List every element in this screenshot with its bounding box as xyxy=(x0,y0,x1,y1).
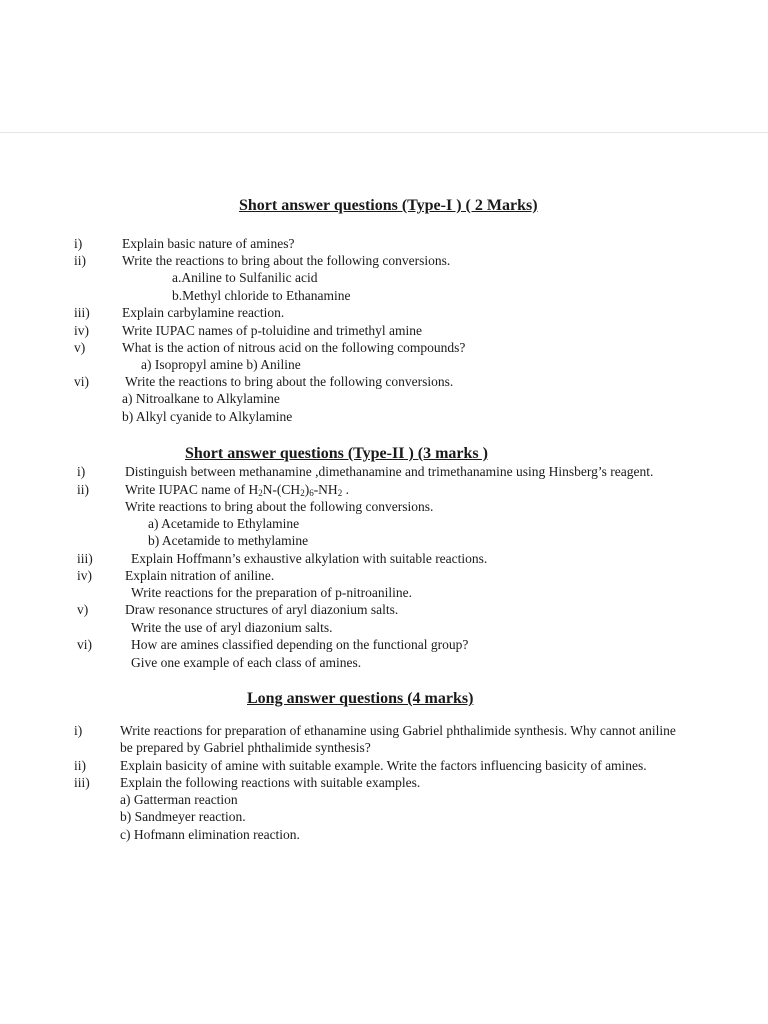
question-number: i) xyxy=(74,723,83,738)
question-number: v) xyxy=(74,340,86,355)
question-subitem: a) Nitroalkane to Alkylamine xyxy=(122,391,280,406)
question-text: Write the use of aryl diazonium salts. xyxy=(131,620,333,635)
top-bar xyxy=(0,0,768,133)
question-subitem: c) Hofmann elimination reaction. xyxy=(120,827,300,842)
question-subitem: b) Sandmeyer reaction. xyxy=(120,809,246,824)
question-text: What is the action of nitrous acid on the following compounds? xyxy=(122,340,466,355)
question-text: Explain basic nature of amines? xyxy=(122,236,295,251)
question-number: iii) xyxy=(77,551,93,566)
question-text: Explain basicity of amine with suitable example. Write the factors influencing basicity of amines. xyxy=(120,758,647,773)
question-subitem: a) Isopropyl amine b) Aniline xyxy=(141,357,301,372)
question-number: i) xyxy=(74,236,83,251)
section-heading-type-1: Short answer questions (Type-I ) ( 2 Marks) xyxy=(239,197,538,214)
section-heading-long: Long answer questions (4 marks) xyxy=(247,690,474,707)
question-number: iii) xyxy=(74,305,90,320)
question-subitem: b) Acetamide to methylamine xyxy=(148,533,309,548)
question-number: iv) xyxy=(77,568,92,583)
question-text: Explain the following reactions with suitable examples. xyxy=(120,775,421,790)
question-text: How are amines classified depending on the functional group? xyxy=(131,637,469,652)
question-text: Distinguish between methanamine ,dimethanamine and trimethanamine using Hinsberg’s reagent. xyxy=(125,464,654,479)
question-number: ii) xyxy=(77,482,89,497)
question-number: i) xyxy=(77,464,86,479)
question-text-formula: Write IUPAC name of $H_2N-(CH_2)_6-NH_2$ . xyxy=(125,482,349,498)
question-subitem: b) Alkyl cyanide to Alkylamine xyxy=(122,409,293,424)
question-text: Give one example of each class of amines. xyxy=(131,655,362,670)
question-text: Write IUPAC names of p-toluidine and trimethyl amine xyxy=(122,323,423,338)
question-subitem: a.Aniline to Sulfanilic acid xyxy=(172,270,318,285)
question-text: Explain Hoffmann’s exhaustive alkylation with suitable reactions. xyxy=(131,551,488,566)
question-subitem: a) Acetamide to Ethylamine xyxy=(148,516,300,531)
question-number: ii) xyxy=(74,758,86,773)
question-text: be prepared by Gabriel phthalimide synthesis? xyxy=(120,740,371,755)
question-text: Explain nitration of aniline. xyxy=(125,568,275,583)
question-text: Write the reactions to bring about the following conversions. xyxy=(122,253,451,268)
question-text: Write reactions to bring about the following conversions. xyxy=(125,499,434,514)
question-number: vi) xyxy=(74,374,89,389)
question-subitem: b.Methyl chloride to Ethanamine xyxy=(172,288,351,303)
question-number: ii) xyxy=(74,253,86,268)
question-number: v) xyxy=(77,602,89,617)
section-heading-type-2: Short answer questions (Type-II ) (3 marks ) xyxy=(185,445,488,462)
question-number: iii) xyxy=(74,775,90,790)
question-text: Draw resonance structures of aryl diazonium salts. xyxy=(125,602,399,617)
question-text: Write the reactions to bring about the following conversions. xyxy=(125,374,454,389)
question-number: iv) xyxy=(74,323,89,338)
question-text: Write reactions for preparation of ethanamine using Gabriel phthalimide synthesis. Why cannot aniline xyxy=(120,723,676,738)
question-text: Explain carbylamine reaction. xyxy=(122,305,285,320)
question-number: vi) xyxy=(77,637,92,652)
question-subitem: a) Gatterman reaction xyxy=(120,792,238,807)
question-text: Write reactions for the preparation of p-nitroaniline. xyxy=(131,585,412,600)
